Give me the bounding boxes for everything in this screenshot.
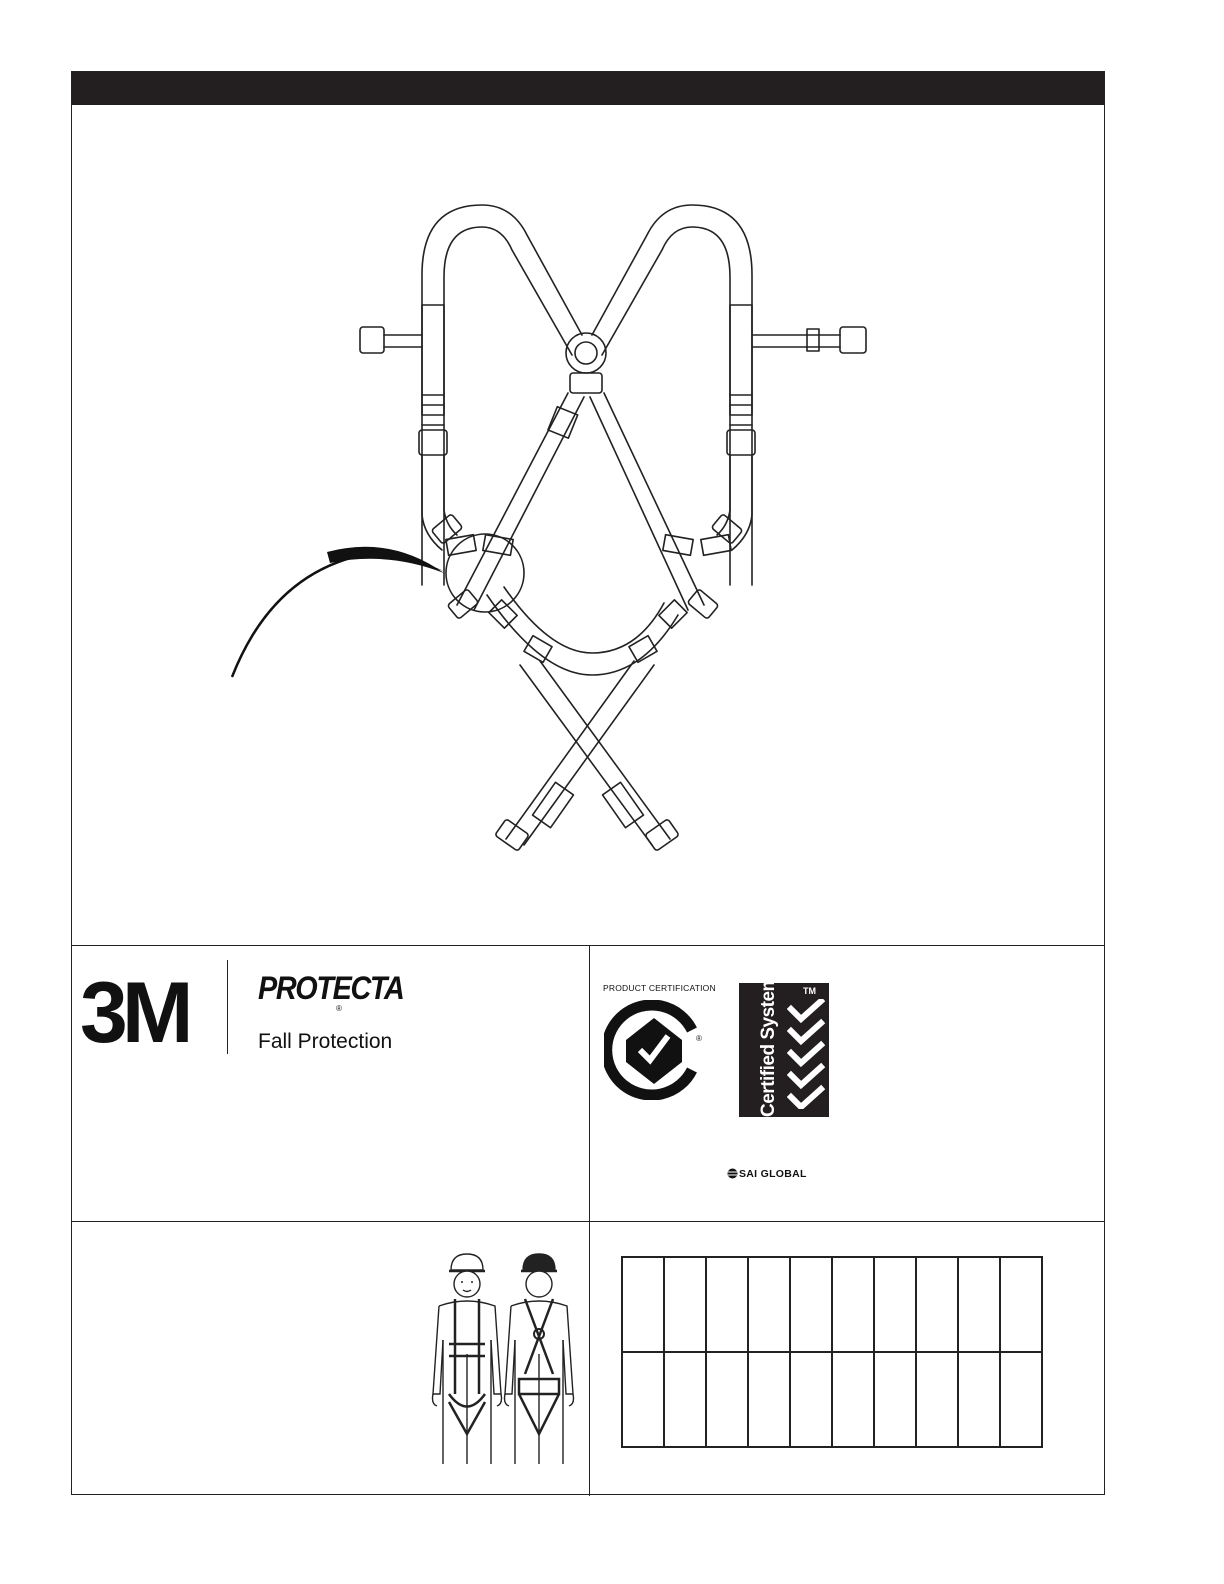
worker-figures-icon [419,1244,591,1469]
sai-global-icon [727,1168,738,1179]
certification-label: PRODUCT CERTIFICATION [603,983,716,993]
logo-3m: 3M [80,965,188,1061]
grid-cell [916,1257,958,1352]
inspection-grid [621,1256,1043,1448]
grid-cell [622,1352,664,1447]
grid-cell [832,1257,874,1352]
grid-cell [916,1352,958,1447]
brand-tagline: Fall Protection [258,1030,393,1053]
grid-row [622,1352,1042,1447]
certified-system-text: Certified System [758,975,779,1117]
grid-cell [1000,1352,1042,1447]
grid-cell [664,1352,706,1447]
logo-protecta: PROTECTA [258,970,404,1006]
grid-cell [874,1257,916,1352]
grid-row [622,1257,1042,1352]
grid-cell [1000,1257,1042,1352]
section-divider-2 [72,1221,1104,1222]
section-divider-1 [72,945,1104,946]
arrow-pointer-icon [72,105,1103,945]
grid-cell [622,1257,664,1352]
grid-cell [958,1257,1000,1352]
trademark-mark: TM [803,986,816,996]
grid-cell [874,1352,916,1447]
harness-illustration [72,105,1104,945]
header-bar [72,72,1104,105]
certified-system-badge [739,975,829,1117]
cert-registered-mark: ® [696,1034,702,1043]
grid-cell [790,1352,832,1447]
grid-cell [748,1352,790,1447]
sai-global-text: SAI GLOBAL [739,1168,807,1180]
protecta-registered-mark: ® [336,1004,342,1013]
grid-cell [832,1352,874,1447]
grid-cell [748,1257,790,1352]
checkmarks-icon [787,999,827,1109]
grid-cell [958,1352,1000,1447]
brand-divider [227,960,228,1054]
grid-cell [706,1352,748,1447]
document-frame [71,71,1105,1495]
grid-cell [790,1257,832,1352]
grid-cell [664,1257,706,1352]
certification-mark-icon [604,1000,704,1100]
grid-cell [706,1257,748,1352]
